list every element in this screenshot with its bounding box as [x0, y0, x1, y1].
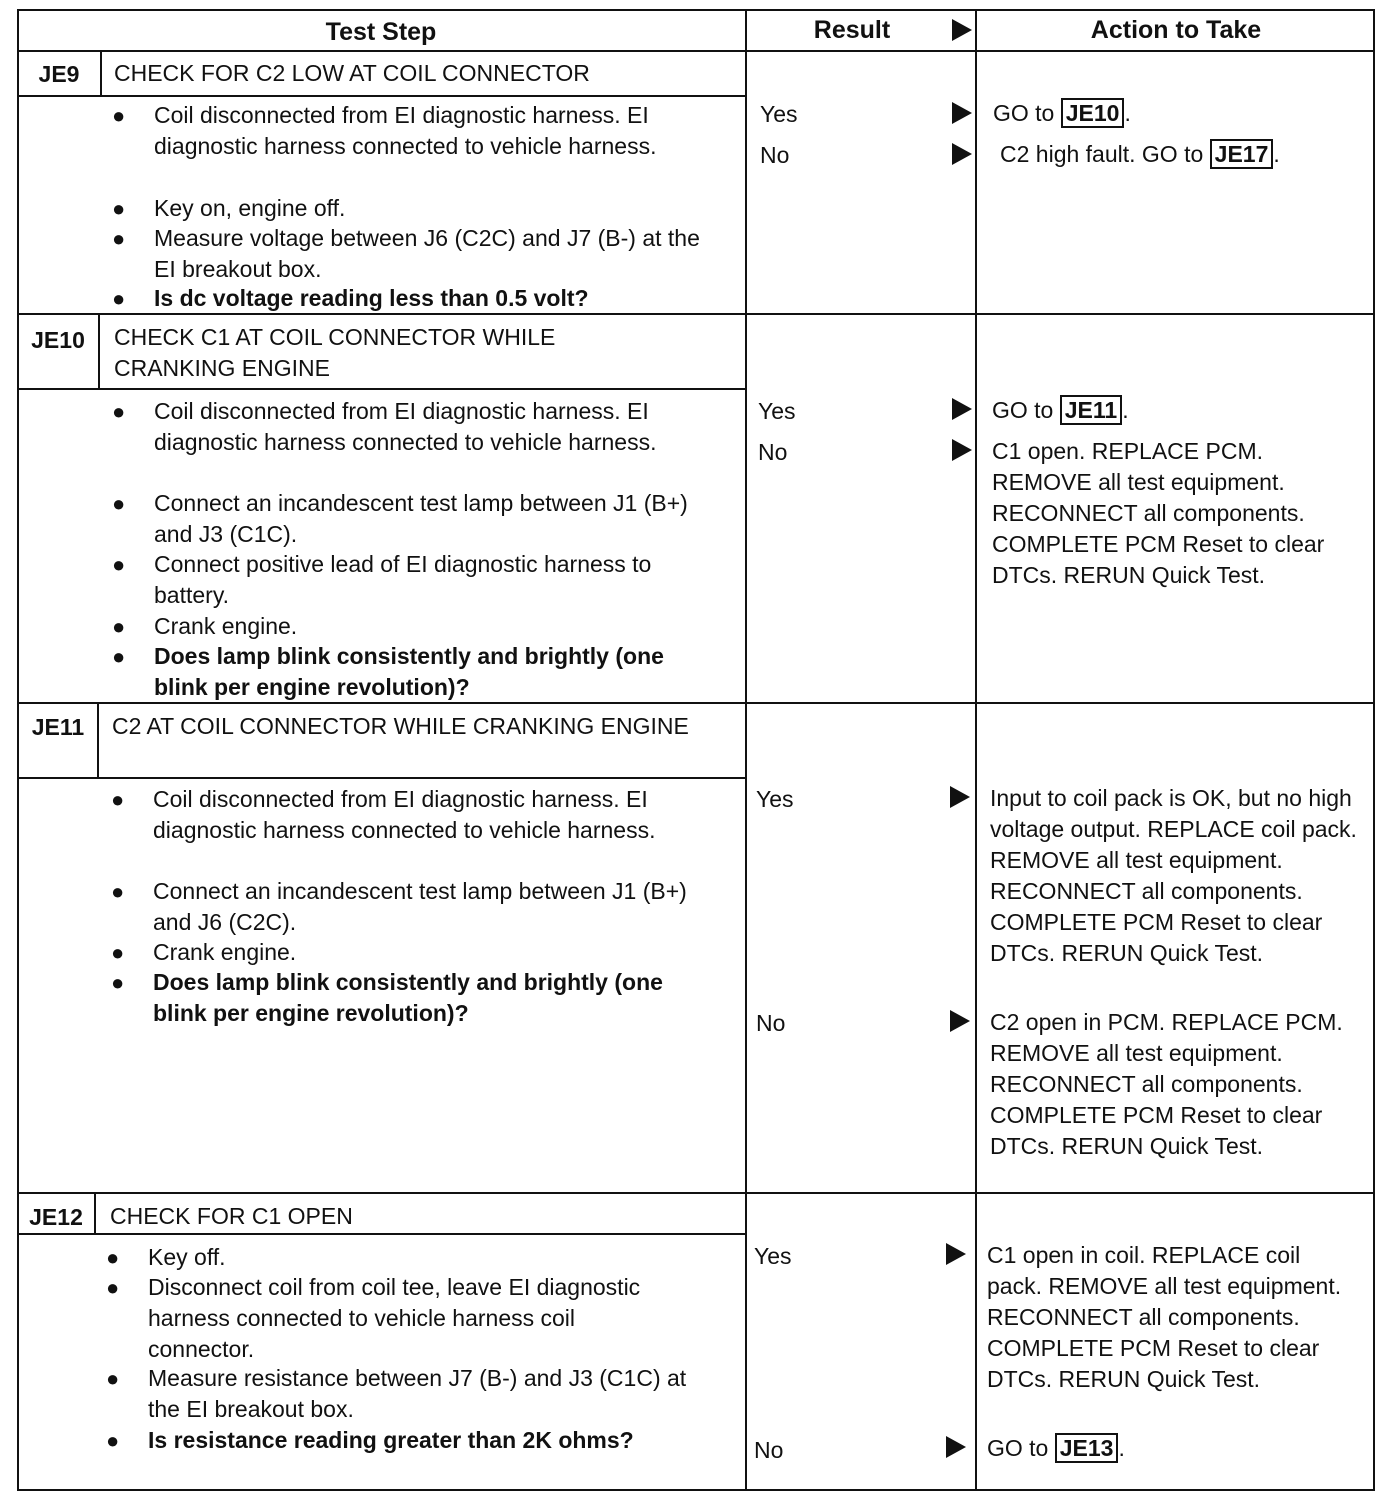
- bullet-icon: ●: [106, 1245, 120, 1270]
- header-rule: [17, 50, 1375, 52]
- step-title: CHECK C1 AT COIL CONNECTOR WHILE CRANKING ENGINE: [114, 324, 556, 381]
- step-rule: [17, 313, 1375, 315]
- step-rule: [17, 702, 1375, 704]
- step-question: ● Is resistance reading greater than 2K ohms?: [148, 1425, 668, 1456]
- result-arrow-icon: [950, 1010, 970, 1032]
- step-reference-link[interactable]: JE17: [1210, 139, 1274, 169]
- col-divider-action: [975, 9, 977, 1491]
- header-result: Result: [813, 16, 891, 44]
- step-reference-link[interactable]: JE13: [1055, 1433, 1119, 1463]
- step-bullet: ● Key off.: [148, 1242, 708, 1273]
- step-question: ● Is dc voltage reading less than 0.5 volt?: [154, 283, 724, 314]
- bullet-icon: ●: [111, 879, 125, 904]
- bullet-icon: ●: [106, 1366, 120, 1391]
- header-test-step: Test Step: [325, 18, 437, 46]
- title-rule: [17, 95, 745, 97]
- bullet-icon: ●: [112, 196, 126, 221]
- action-text: C1 open. REPLACE PCM. REMOVE all test equipment. RECONNECT all components. COMPLETE PCM Reset to clear DTCs. RERUN Quick Test.: [992, 438, 1325, 588]
- step-title: CHECK FOR C1 OPEN: [110, 1203, 353, 1229]
- result-no: No: [760, 142, 790, 168]
- result-yes: Yes: [760, 101, 798, 127]
- action-text: Input to coil pack is OK, but no high voltage output. REPLACE coil pack. REMOVE all test equipment. RECONNECT all components. COMPLETE PCM Reset to clear DTCs. RERUN Quick Test.: [990, 785, 1357, 966]
- bullet-icon: ●: [112, 644, 126, 669]
- bullet-icon: ●: [112, 103, 126, 128]
- action-text: C1 open in coil. REPLACE coil pack. REMOVE all test equipment. RECONNECT all components. COMPLETE PCM Reset to clear DTCs. RERUN Quick Test.: [987, 1242, 1342, 1392]
- code-cell-divider: [97, 702, 99, 778]
- result-arrow-icon: [952, 398, 972, 420]
- step-code: JE12: [29, 1204, 83, 1230]
- title-rule: [17, 1233, 745, 1235]
- header-arrow-icon: [952, 19, 972, 41]
- bullet-icon: ●: [106, 1275, 120, 1300]
- bullet-icon: ●: [111, 940, 125, 965]
- result-no: No: [754, 1437, 784, 1463]
- code-cell-divider: [98, 313, 100, 389]
- result-arrow-icon: [950, 786, 970, 808]
- step-question: ● Does lamp blink consistently and brightly (one blink per engine revolution)?: [111, 969, 663, 1026]
- bullet-icon: ●: [111, 787, 125, 812]
- step-reference-link[interactable]: JE11: [1060, 395, 1122, 425]
- bullet-icon: ●: [106, 1428, 120, 1453]
- action-text: C2 open in PCM. REPLACE PCM. REMOVE all test equipment. RECONNECT all components. COMPLETE PCM Reset to clear DTCs. RERUN Quick Test.: [990, 1009, 1343, 1159]
- step-bullet: ● Key on, engine off.: [154, 193, 724, 224]
- step-bullet: ● Connect positive lead of EI diagnostic harness to battery.: [112, 551, 652, 608]
- step-title: C2 AT COIL CONNECTOR WHILE CRANKING ENGINE: [112, 713, 689, 739]
- bullet-icon: ●: [112, 286, 126, 311]
- result-yes: Yes: [754, 1243, 792, 1269]
- step-bullet: ● Coil disconnected from EI diagnostic harness. EI diagnostic harness connected to vehicle harness.: [112, 398, 657, 455]
- step-bullet: ● Connect an incandescent test lamp between J1 (B+) and J3 (C1C).: [112, 490, 688, 547]
- bullet-icon: ●: [112, 226, 126, 251]
- bullet-icon: ●: [112, 491, 126, 516]
- step-code: JE11: [31, 714, 85, 740]
- step-bullet: ● Disconnect coil from coil tee, leave EI diagnostic harness connected to vehicle harness coil connector.: [106, 1274, 641, 1362]
- step-bullet: ● Measure voltage between J6 (C2C) and J7 (B-) at the EI breakout box.: [112, 225, 700, 282]
- step-code: JE9: [38, 61, 80, 87]
- step-rule: [17, 1192, 1375, 1194]
- step-bullet: ● Coil disconnected from EI diagnostic harness. EI diagnostic harness connected to vehicle harness.: [112, 102, 657, 159]
- action-text: GO to JE10 .: [993, 100, 1131, 126]
- result-arrow-icon: [952, 102, 972, 124]
- action-text: GO to JE13 .: [987, 1435, 1125, 1461]
- step-bullet: ● Crank engine.: [153, 937, 723, 968]
- title-rule: [17, 777, 745, 779]
- header-action: Action to Take: [1090, 16, 1262, 44]
- result-arrow-icon: [952, 439, 972, 461]
- code-cell-divider: [100, 50, 102, 96]
- result-arrow-icon: [946, 1243, 966, 1265]
- result-yes: Yes: [758, 398, 796, 424]
- title-rule: [17, 388, 745, 390]
- bullet-icon: ●: [112, 399, 126, 424]
- result-yes: Yes: [756, 786, 794, 812]
- result-no: No: [756, 1010, 786, 1036]
- step-reference-link[interactable]: JE10: [1061, 98, 1125, 128]
- step-bullet: ● Connect an incandescent test lamp between J1 (B+) and J6 (C2C).: [111, 878, 687, 935]
- step-bullet: ● Measure resistance between J7 (B-) and J3 (C1C) at the EI breakout box.: [106, 1365, 687, 1422]
- col-divider-result: [745, 9, 747, 1491]
- action-text: C2 high fault. GO to JE17 .: [1000, 141, 1280, 167]
- action-text: GO to JE11 .: [992, 397, 1129, 423]
- bullet-icon: ●: [112, 552, 126, 577]
- step-title: CHECK FOR C2 LOW AT COIL CONNECTOR: [114, 60, 590, 86]
- code-cell-divider: [94, 1192, 96, 1234]
- step-bullet: ● Crank engine.: [154, 611, 724, 642]
- result-arrow-icon: [946, 1436, 966, 1458]
- step-code: JE10: [31, 327, 85, 353]
- step-question: ● Does lamp blink consistently and brightly (one blink per engine revolution)?: [112, 643, 664, 700]
- result-arrow-icon: [952, 143, 972, 165]
- step-bullet: ● Coil disconnected from EI diagnostic harness. EI diagnostic harness connected to vehicle harness.: [111, 786, 656, 843]
- bullet-icon: ●: [112, 614, 126, 639]
- bullet-icon: ●: [111, 970, 125, 995]
- result-no: No: [758, 439, 788, 465]
